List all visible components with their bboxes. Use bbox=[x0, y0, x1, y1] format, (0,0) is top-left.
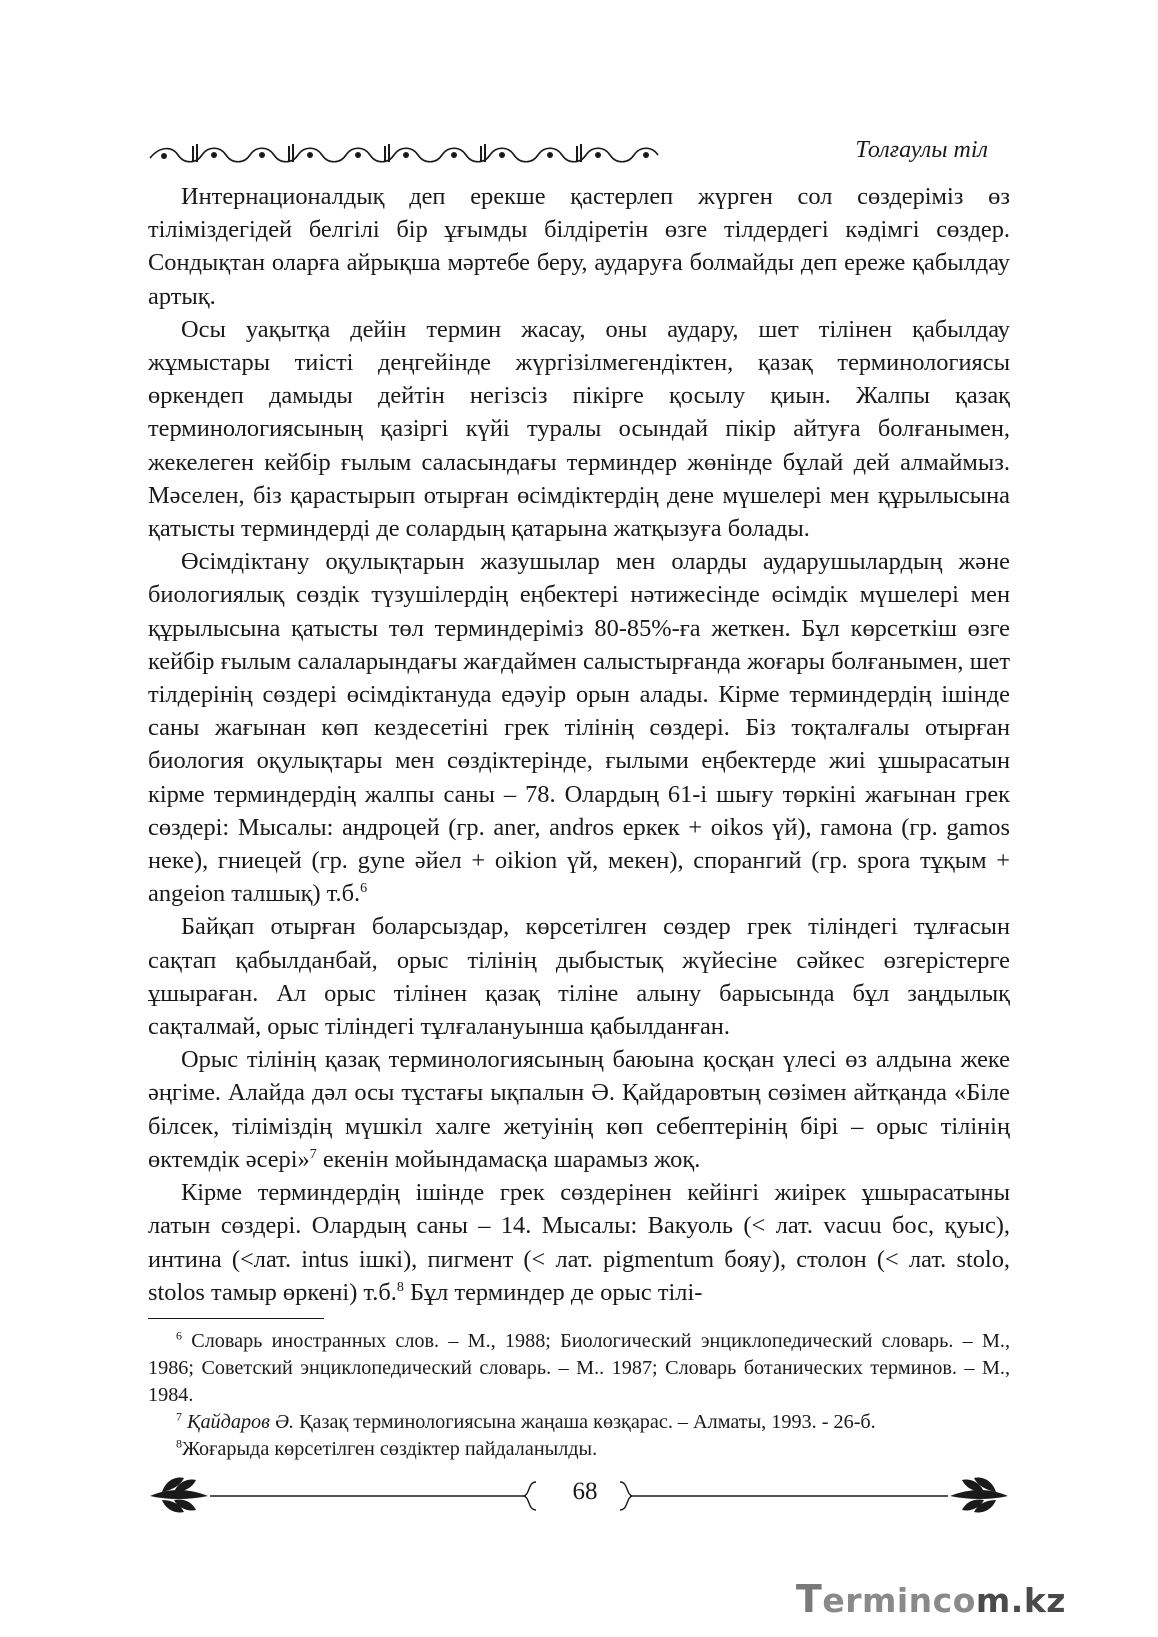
footnote-ref[interactable]: 6 bbox=[360, 881, 368, 897]
footnote-number: 8 bbox=[176, 1436, 182, 1451]
paragraph bbox=[148, 545, 1010, 910]
watermark-t-icon: T bbox=[795, 1577, 823, 1621]
running-header-title: Толғаулы тіл bbox=[855, 137, 988, 163]
footnote-number: 7 bbox=[176, 1409, 182, 1424]
paragraph-text: Орыс тілінің қазақ терминологиясының баюына қосқан үлесі өз алдына жеке әңгіме. Алайда дәл осы тұстағы ықпалын Ә. Қайдаровтың сөзімен айтқанда «Біле білсек, тіліміздің мүшкіл халге жетуінің көп себептерінің бірі – орыс тілінің өктемдік әсері» bbox=[148, 1046, 1010, 1173]
main-text bbox=[148, 180, 1010, 1309]
paragraph-text: Өсімдіктану оқулықтарын жазушылар мен оларды аударушылардың және биологиялық сөздік түзушілердің еңбектері нәтижесінде өсімдік мүшелері мен құрылысына қатысты төл терминдеріміз 80-85%-ға жеткен. Бұл көрсеткіш өзге кейбір ғылым салаларындағы жағдаймен салыстырғанда жоғары болғанымен, шет тілдерінің сөздері өсімдіктануда едәуір орын алады. Кірме терминдердің ішінде саны жағынан көп кездесетіні грек тілінің сөздері. Біз тоқталғалы отырған биология оқулықтары мен сөздіктерінде, ғылыми еңбектерде жиі ұшырасатын кірме терминдердің жалпы саны – 78. Олардың 61-і шығу төркіні жағынан грек сөздері: Мысалы: андроцей (гр. aner, andros еркек + oikos үй), гамона (гр. gamos неке), гниецей (гр. gyne әйел + oikion үй, мекен), спорангий (гр. spora тұқым + angeion талшық) т.б. bbox=[148, 548, 1010, 908]
watermark-text: ermincо bbox=[822, 1581, 976, 1620]
footnote bbox=[148, 1436, 1010, 1463]
footnote-text: Словарь иностранных слов. – М., 1988; Биологический энциклопедический словарь. – М., 1986; Советский энциклопедический словарь. – М.. 1987; Словарь ботанических терминов. – М., 1984. bbox=[148, 1330, 1010, 1406]
footnote-text: Қазақ терминологиясына жаңаша көзқарас. – Алматы, 1993. - 26-б. bbox=[294, 1411, 876, 1433]
footnote bbox=[148, 1409, 1010, 1436]
footnotes bbox=[148, 1328, 1010, 1463]
footnote-ref[interactable]: 8 bbox=[396, 1279, 404, 1295]
watermark-text-end: m.kz bbox=[975, 1581, 1066, 1620]
footnote-divider bbox=[148, 1318, 324, 1319]
paragraph: Байқап отырған боларсыздар, көрсетілген сөздер грек тіліндегі тұлғасын сақтап қабылданбай, орыс тілінің дыбыстық жүйесіне сәйкес өзгерістерге ұшыраған. Ал орыс тілінен қазақ тіліне алыну барысында бұл заңдылық сақталмай, орыс тіліндегі тұлғалануынша қабылданған. bbox=[148, 913, 1010, 1041]
footnote-number: 6 bbox=[176, 1328, 182, 1343]
paragraph-text: екенін мойындамасқа шарамыз жоқ. bbox=[316, 1145, 701, 1173]
paragraph: Осы уақытқа дейін термин жасау, оны аудару, шет тілінен қабылдау жұмыстары тиісті деңгейінде жүргізілмегендіктен, қазақ терминологиясы өркендеп дамыды дейтін негізсіз пікірге қосылу қиын. Жалпы қазақ терминологиясының қазіргі күйі туралы осындай пікір айтуға болғанымен, жекелеген кейбір ғылым саласындағы терминдер жөнінде бұлай дей алмаймыз. Мәселен, біз қарастырып отырған өсімдіктердің дене мүшелері мен құрылысына қатысты терминдерді де солардың қатарына жатқызуға болады. bbox=[148, 315, 1010, 543]
vine-border-ornament-icon bbox=[148, 140, 668, 170]
paragraph: Интернационалдық деп ерекше қастерлеп жүрген сол сөздеріміз өз тіліміздегідей белгілі бір ұғымды білдіретін өзге тілдердегі кәдімгі сөздер. Сондықтан оларға айрықша мәртебе беру, аударуға болмайды деп ереже қабылдау артық. bbox=[148, 183, 1010, 310]
site-watermark-logo bbox=[796, 1577, 1066, 1621]
paragraph bbox=[148, 1176, 1010, 1309]
footnote-ref[interactable]: 7 bbox=[309, 1146, 317, 1162]
footnote-text: Жоғарыда көрсетілген сөздіктер пайдаланылды. bbox=[182, 1438, 598, 1460]
paragraph bbox=[148, 1043, 1010, 1176]
paragraph-text: Кірме терминдердің ішінде грек сөздерінен кейінгі жиірек ұшырасатыны латын сөздері. Олардың саны – 14. Мысалы: Вакуоль (< лат. vacuu бос, қуыс), интина (<лат. intus ішкі), пигмент (< лат. pigmentum бояу), столон (< лат. stolo, stolos тамыр өркені) т.б. bbox=[148, 1179, 1010, 1306]
footnote-author: Қайдаров Ә. bbox=[182, 1411, 295, 1433]
paragraph-text: Бұл терминдер де орыс тілі- bbox=[403, 1278, 703, 1306]
page-number: 68 bbox=[572, 1478, 598, 1505]
footnote bbox=[148, 1328, 1010, 1409]
